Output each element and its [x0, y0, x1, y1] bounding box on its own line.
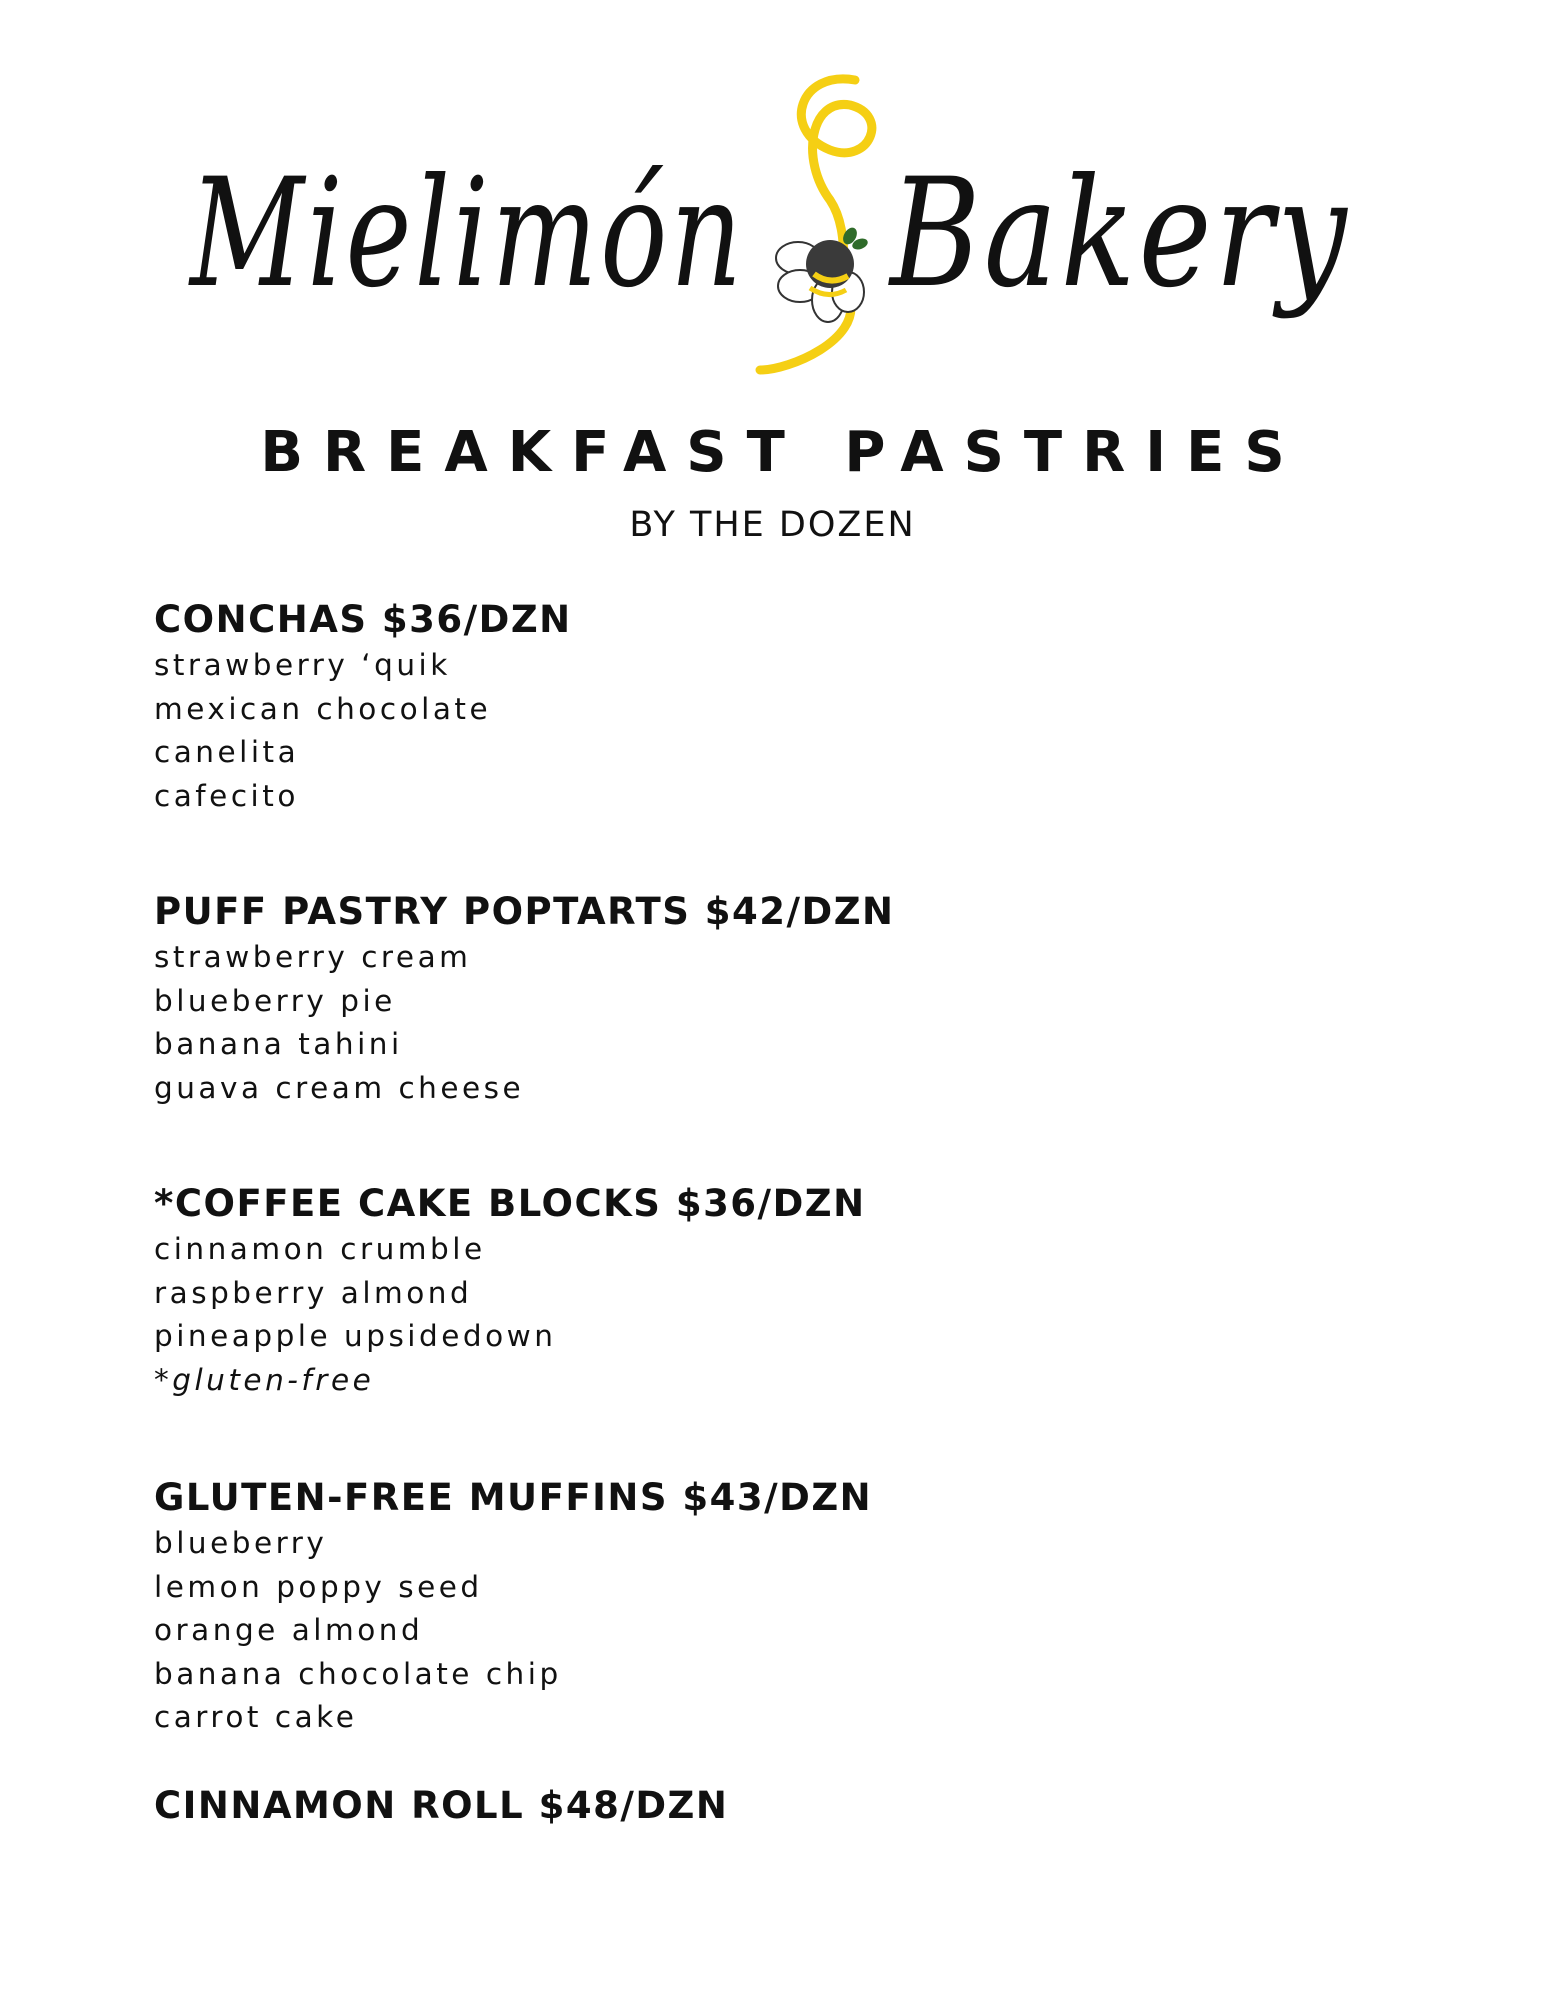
menu-section-conchas [154, 598, 1354, 818]
menu-section-coffee-cake [154, 1182, 1354, 1402]
section-title: CINNAMON ROLL $48/DZN [154, 1783, 729, 1827]
menu-item: blueberry [154, 1526, 328, 1560]
menu-item: banana chocolate chip [154, 1656, 562, 1691]
menu-item: mexican chocolate [154, 691, 492, 726]
menu-item: cafecito [154, 778, 299, 813]
logo-text-left: Mielimón [187, 147, 745, 321]
menu-section-cinnamon-roll [154, 1784, 1354, 1828]
menu-item: lemon poppy seed [154, 1569, 483, 1604]
gluten-free-note [154, 1359, 1354, 1403]
menu-list [154, 598, 1354, 1830]
menu-item: guava cream cheese [154, 1070, 525, 1105]
menu-item: canelita [154, 735, 300, 769]
note-asterisk: * [154, 1362, 173, 1397]
section-title: GLUTEN-FREE MUFFINS $43/DZN [154, 1476, 873, 1519]
menu-item: orange almond [154, 1613, 424, 1647]
menu-item: strawberry ‘quik [154, 648, 451, 682]
note-text: gluten-free [172, 1362, 375, 1397]
menu-item: cinnamon crumble [154, 1232, 486, 1266]
section-title: PUFF PASTRY POPTARTS $42/DZN [154, 890, 895, 933]
section-title: *COFFEE CAKE BLOCKS $36/DZN [154, 1182, 866, 1225]
bee-flower-icon [776, 225, 869, 322]
menu-item: carrot cake [154, 1700, 358, 1734]
section-title: CONCHAS $36/DZN [154, 598, 572, 641]
menu-item: banana tahini [154, 1027, 403, 1061]
page-title: BREAKFAST PASTRIES [260, 420, 1305, 485]
menu-item: strawberry cream [154, 940, 472, 974]
logo-text-right: Bakery [887, 147, 1350, 321]
menu-item: pineapple upsidedown [154, 1319, 557, 1353]
page-subtitle: BY THE DOZEN [629, 505, 916, 545]
bakery-logo [187, 70, 1360, 420]
ribbon-swirl [760, 79, 872, 370]
menu-item: blueberry pie [154, 983, 396, 1018]
menu-section-poptarts [154, 890, 1354, 1110]
menu-item: raspberry almond [154, 1275, 473, 1310]
menu-section-muffins [154, 1476, 1354, 1740]
